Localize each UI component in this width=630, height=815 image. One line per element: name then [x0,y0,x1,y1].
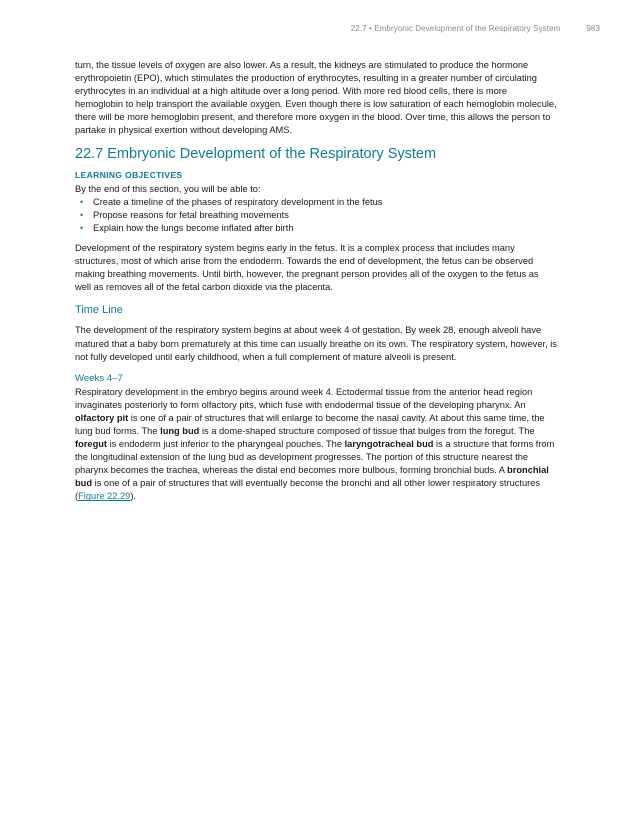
weeks-heading: Weeks 4–7 [75,372,123,384]
term-foregut: foregut [75,439,108,450]
objective-text: Propose reasons for fetal breathing movements [93,209,289,220]
timeline-paragraph: The development of the respiratory system begins at about week 4 of gestation. By week 28, enough alveoli have matured that a baby born prematurely at this time can usually breathe on its own. The respiratory system, however, is not fully developed until early childhood, when a full complement of mature alveoli is present. [75,325,557,362]
running-head-title: 22.7 • Embryonic Development of the Respiratory System [350,24,561,33]
text-run: Respiratory development in the embryo begins around week 4. Ectodermal tissue from the anterior head region invaginates posteriorly to form olfactory pits, which fuse with endodermal tissue of the developing pharynx. An [75,386,533,410]
objective-item [75,222,557,235]
bullet-icon: • [80,222,84,233]
objectives-intro: By the end of this section, you will be able to: [75,183,261,194]
text-run: ). [130,491,136,502]
timeline-heading: Time Line [75,304,123,317]
term-olfactory-pit: olfactory pit [75,412,129,423]
bullet-icon: • [80,209,84,220]
page-number: 983 [586,24,600,33]
text-run: is one of a pair of structures that will eventually become the bronchi and all other lower respiratory structures ( [75,478,541,502]
objectives-list [75,196,557,235]
bullet-icon: • [80,196,84,207]
running-head [351,24,600,33]
page-content [75,59,557,511]
overview-paragraph: Development of the respiratory system begins early in the fetus. It is a complex process that includes many structures, most of which arise from the endoderm. Towards the end of development, the fetus can be observed making breathing movements. Until birth, however, the pregnant person provides all of the oxygen to the fetus as well as removes all of the fetal carbon dioxide via the placenta. [75,243,539,293]
term-bronchial-bud: bronchial bud [75,465,549,489]
intro-paragraph: turn, the tissue levels of oxygen are also lower. As a result, the kidneys are stimulated to produce the hormone erythropoietin (EPO), which stimulates the production of erythrocytes, resulting in a greater number of circulating erythrocytes in an individual at a high altitude over a long period. With more red blood cells, there is more hemoglobin to help transport the available oxygen. Even though there is low saturation of each hemoglobin molecule, there will be more hemoglobin present, and therefore more oxygen in the blood. Over time, this allows the person to partake in physical exertion without developing AMS. [75,60,557,136]
section-title: 22.7 Embryonic Development of the Respiratory System [75,145,437,162]
objective-text: Create a timeline of the phases of respiratory development in the fetus [93,196,383,207]
objective-item [75,196,557,209]
objective-text: Explain how the lungs become inflated after birth [93,222,294,233]
figure-link[interactable]: Figure 22.29 [78,491,131,502]
term-lung-bud: lung bud [160,425,200,436]
text-run: is one of a pair of structures that will enlarge to become the nasal cavity. At about this same time, the lung bud forms. The [75,412,545,436]
text-run: is a structure that forms from the longitudinal extension of the lung bud as development progresses. The portion of this structure nearest the pharynx becomes the trachea, whereas the distal end becomes more bulbous, forming bronchial buds. A [75,439,555,476]
term-laryngotracheal-bud: laryngotracheal bud [344,439,434,450]
objective-item [75,209,557,222]
learning-objectives-heading: LEARNING OBJECTIVES [75,169,183,180]
weeks-paragraph [75,386,557,504]
text-run: is a dome-shaped structure composed of tissue that bulges from the foregut. The [199,425,535,436]
text-run: is endoderm just inferior to the pharyngeal pouches. The [107,439,345,450]
